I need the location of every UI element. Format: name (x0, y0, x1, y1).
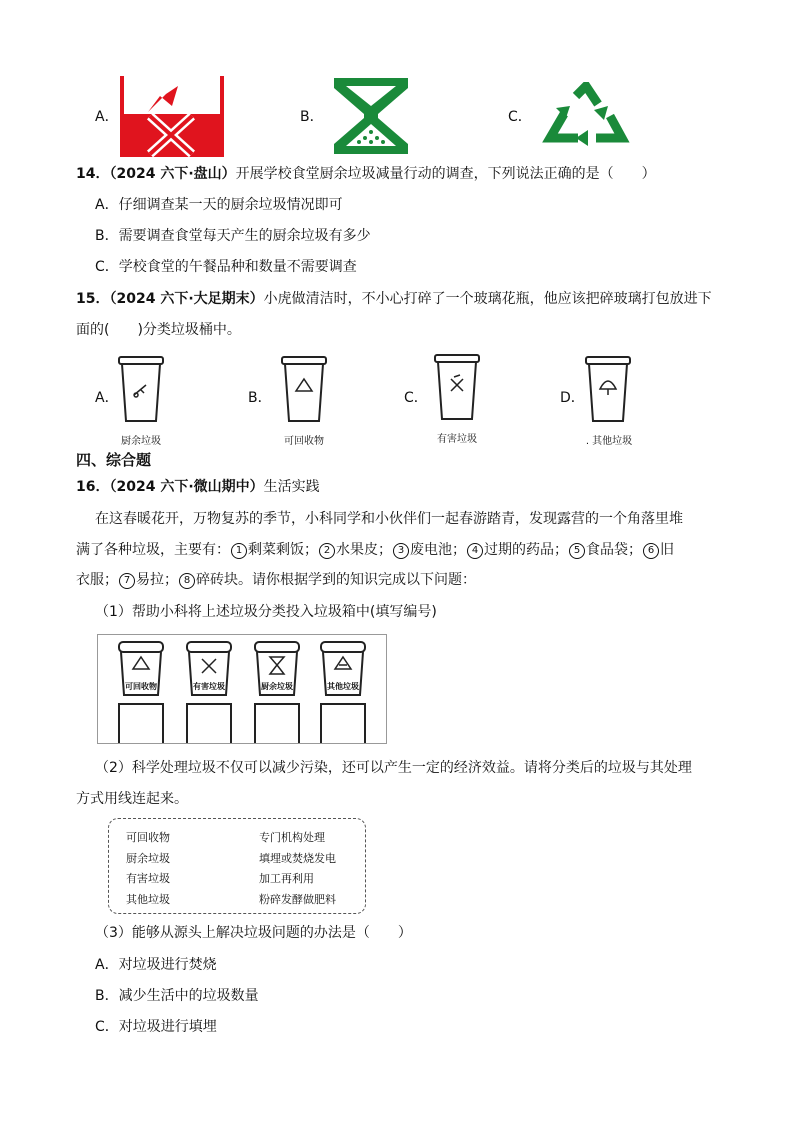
match-left-1[interactable]: 可回收物 (126, 831, 170, 844)
q16-number: 16． (76, 479, 110, 495)
q16-sub3-option-a: A．对垃圾进行焚烧 (95, 957, 217, 973)
q15-number: 15． (76, 291, 110, 307)
item-text-3: 废电池； (410, 542, 466, 558)
item-text-6: 旧 (660, 542, 674, 558)
kitchen-waste-bin-icon (118, 355, 164, 425)
matching-box (108, 818, 366, 914)
match-right-4[interactable]: 粉碎发酵做肥料 (259, 893, 336, 906)
bins-figure (97, 634, 387, 744)
q16-para-line3-prefix: 衣服； (76, 572, 118, 588)
q16-para-prefix: 满了各种垃圾，主要有： (76, 542, 230, 558)
q15-source: （2024 六下·大足期末） (109, 291, 264, 307)
match-right-3[interactable]: 加工再利用 (259, 872, 314, 885)
answer-slot-4[interactable] (320, 703, 366, 743)
q15-option-a-label: A． (95, 390, 119, 406)
item-text-4: 过期的药品； (484, 542, 568, 558)
match-right-1[interactable]: 专门机构处理 (259, 831, 325, 844)
match-left-2[interactable]: 厨余垃圾 (126, 852, 170, 865)
q15-option-c-label: C． (404, 390, 428, 406)
q15-caption-a: 厨余垃圾 (121, 436, 161, 447)
q15-option-b-label: B． (248, 390, 272, 406)
item-text-7: 易拉； (136, 572, 178, 588)
item-text-8: 碎砖块。请你根据学到的知识完成以下问题： (196, 572, 476, 588)
q16-paragraph-line3 (76, 570, 476, 590)
q14-stem (76, 164, 656, 184)
q16-sub1: （1）帮助小科将上述垃圾分类投入垃圾箱中(填写编号) (95, 604, 437, 620)
answer-slot-3[interactable] (254, 703, 300, 743)
answer-slot-1[interactable] (118, 703, 164, 743)
answer-slot-2[interactable] (186, 703, 232, 743)
q15-caption-d: . 其他垃圾 (585, 436, 633, 447)
hazardous-waste-logo (120, 76, 224, 157)
q14-option-c: C．学校食堂的午餐品种和数量不需要调查 (95, 259, 357, 275)
q13-option-c-label: C． (508, 109, 532, 125)
q14-text: 开展学校食堂厨余垃圾减量行动的调查，下列说法正确的是（ ） (235, 166, 656, 182)
q15-caption-c: 有害垃圾 (437, 434, 477, 445)
item-text-2: 水果皮； (336, 542, 392, 558)
other-waste-bin-icon (585, 355, 631, 425)
bin-label-4: 其他垃圾 (327, 682, 359, 691)
item-text-5: 食品袋； (586, 542, 642, 558)
q15-text-1: 小虎做清洁时，不小心打碎了一个玻璃花瓶，他应该把碎玻璃打包放进下 (263, 291, 712, 307)
q16-paragraph-line2 (76, 540, 674, 560)
q16-paragraph-line1: 在这春暖花开，万物复苏的季节，小科同学和小伙伴们一起春游踏青，发现露营的一个角落里堆 (95, 511, 683, 527)
q14-option-b: B．需要调查食堂每天产生的厨余垃圾有多少 (95, 228, 371, 244)
item-number-2: 2 (319, 543, 335, 559)
match-left-4[interactable]: 其他垃圾 (126, 893, 170, 906)
q16-source: （2024 六下·微山期中） (109, 479, 264, 495)
item-number-3: 3 (393, 543, 409, 559)
recycle-icon (542, 82, 630, 150)
q16-sub3-option-b: B．减少生活中的垃圾数量 (95, 988, 259, 1004)
q14-source: （2024 六下·盘山） (109, 166, 236, 182)
q16-sub3-option-c: C．对垃圾进行填埋 (95, 1019, 217, 1035)
q16-sub3: （3）能够从源头上解决垃圾问题的办法是（ ） (95, 925, 412, 941)
q16-sub2-line1: （2）科学处理垃圾不仅可以减少污染，还可以产生一定的经济效益。请将分类后的垃圾与其处理 (95, 760, 692, 776)
item-number-8: 8 (179, 573, 195, 589)
q15-caption-b: 可回收物 (284, 436, 324, 447)
bin-label-2: 有害垃圾 (193, 682, 225, 691)
recyclable-bin-icon (281, 355, 327, 425)
kitchen-waste-hourglass-logo (332, 76, 410, 156)
section-title: 四、综合题 (76, 451, 152, 469)
item-number-1: 1 (231, 543, 247, 559)
item-number-4: 4 (467, 543, 483, 559)
q14-option-a: A．仔细调查某一天的厨余垃圾情况即可 (95, 197, 343, 213)
q15-option-d-label: D． (560, 390, 585, 406)
q13-option-b-label: B． (300, 109, 324, 125)
q14-number: 14． (76, 166, 110, 182)
q16-title: 生活实践 (263, 479, 320, 495)
item-number-7: 7 (119, 573, 135, 589)
hazardous-bin-icon (434, 353, 480, 423)
q15-stem-line2: 面的( )分类垃圾桶中。 (76, 322, 241, 338)
bin-label-1: 可回收物 (125, 682, 157, 691)
bin-label-3: 厨余垃圾 (261, 682, 293, 691)
q15-stem-line1 (76, 289, 712, 309)
item-text-1: 剩菜剩饭； (248, 542, 318, 558)
q16-sub2-line2: 方式用线连起来。 (76, 791, 188, 807)
item-number-6: 6 (643, 543, 659, 559)
match-right-2[interactable]: 填埋或焚烧发电 (259, 852, 336, 865)
q16-stem (76, 477, 320, 497)
match-left-3[interactable]: 有害垃圾 (126, 872, 170, 885)
item-number-5: 5 (569, 543, 585, 559)
q13-option-a-label: A． (95, 109, 119, 125)
